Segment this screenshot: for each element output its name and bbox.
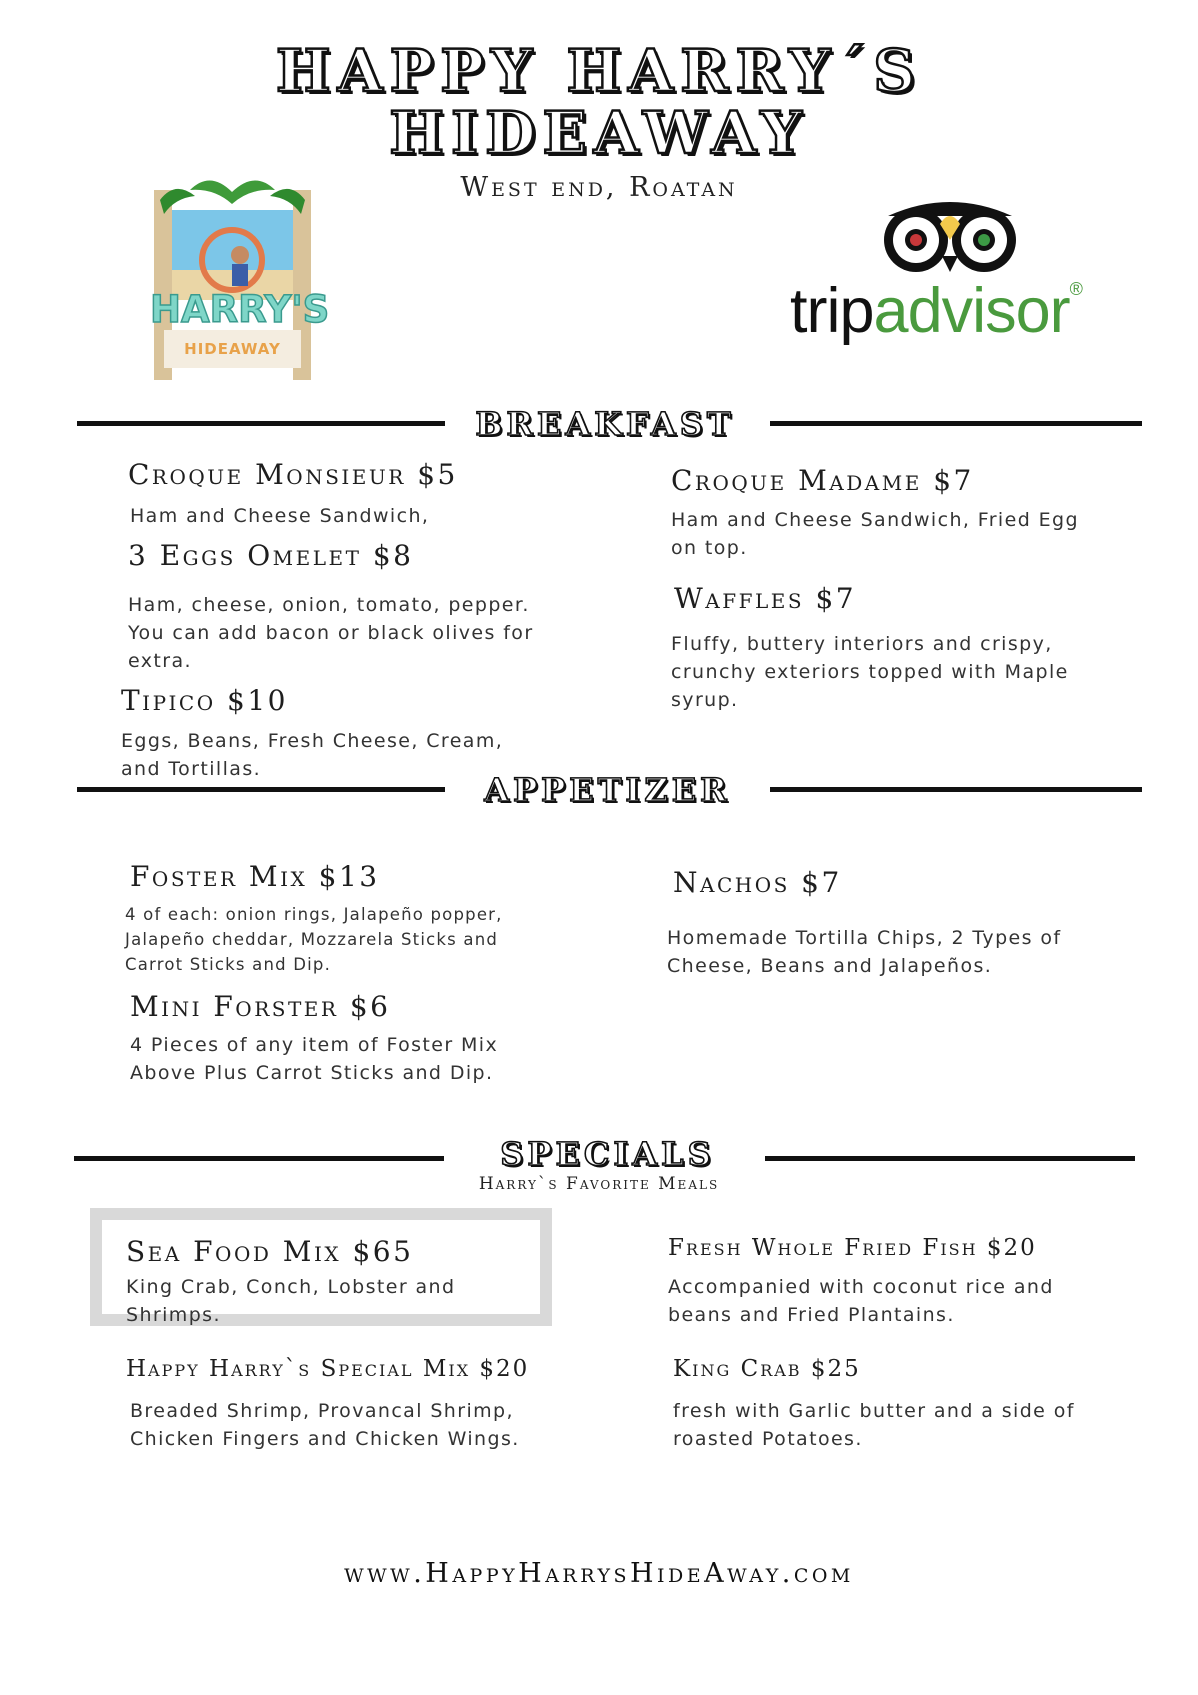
restaurant-name-line1: HAPPY HARRY´S <box>275 37 923 105</box>
appetizer-heading: APPETIZER <box>484 771 731 809</box>
item-omelet: 3 Eggs Omelet $8 <box>128 539 414 572</box>
item-king-crab: King Crab $25 <box>673 1356 861 1382</box>
location-subtitle: West end, Roatan <box>460 172 738 203</box>
harrys-hideaway-logo <box>150 170 330 380</box>
item-happy-harrys-special-mix: Happy Harry`s Special Mix $20 <box>126 1356 530 1382</box>
item-omelet-desc: Ham, cheese, onion, tomato, pepper. You can add bacon or black olives for extra. <box>128 594 534 672</box>
appetizer-rule-left <box>77 787 445 792</box>
specials-heading: SPECIALS <box>500 1135 715 1173</box>
tripadvisor-wordmark <box>790 276 1082 346</box>
item-foster-mix-desc: 4 of each: onion rings, Jalapeño popper, Jalapeño cheddar, Mozzarela Sticks and Carrot Sticks and Dip. <box>125 905 503 974</box>
item-croque-madame: Croque Madame $7 <box>671 464 974 497</box>
harrys-logo-text: HARRY'S <box>150 288 330 331</box>
specials-rule-right <box>765 1156 1135 1161</box>
tripadvisor-registered-mark: ® <box>1069 279 1082 299</box>
specials-rule-left <box>74 1156 444 1161</box>
harrys-logo-subtext: HIDEAWAY <box>184 340 281 358</box>
restaurant-name-line2: HIDEAWAY <box>389 99 809 167</box>
tripadvisor-advisor-text: advisor <box>873 276 1070 346</box>
breakfast-rule-right <box>770 421 1142 426</box>
appetizer-rule-right <box>770 787 1142 792</box>
item-fresh-whole-fried-fish-desc: Accompanied with coconut rice and beans and Fried Plantains. <box>668 1276 1054 1326</box>
breakfast-heading: BREAKFAST <box>475 405 735 443</box>
item-happy-harrys-special-mix-desc: Breaded Shrimp, Provancal Shrimp, Chicken Fingers and Chicken Wings. <box>130 1400 520 1450</box>
tripadvisor-owl-icon <box>880 194 1020 274</box>
website-link[interactable]: www.HappyHarrysHideAway.com <box>344 1558 854 1589</box>
item-tipico: Tipico $10 <box>121 684 288 717</box>
tripadvisor-logo <box>790 194 1130 364</box>
specials-tagline: Harry`s Favorite Meals <box>478 1174 720 1194</box>
item-sea-food-mix-desc: King Crab, Conch, Lobster and Shrimps. <box>126 1276 456 1326</box>
item-nachos: Nachos $7 <box>673 866 842 899</box>
item-fresh-whole-fried-fish: Fresh Whole Fried Fish $20 <box>668 1235 1037 1261</box>
item-croque-madame-desc: Ham and Cheese Sandwich, Fried Egg on top. <box>671 509 1079 559</box>
item-nachos-desc: Homemade Tortilla Chips, 2 Types of Cheese, Beans and Jalapeños. <box>667 927 1062 977</box>
item-mini-forster-desc: 4 Pieces of any item of Foster Mix Above Plus Carrot Sticks and Dip. <box>130 1034 499 1084</box>
item-foster-mix: Foster Mix $13 <box>130 860 380 893</box>
item-sea-food-mix: Sea Food Mix $65 <box>126 1235 414 1268</box>
item-tipico-desc: Eggs, Beans, Fresh Cheese, Cream, and Tortillas. <box>121 730 504 780</box>
item-king-crab-desc: fresh with Garlic butter and a side of roasted Potatoes. <box>673 1400 1075 1450</box>
item-mini-forster: Mini Forster $6 <box>130 990 391 1023</box>
item-croque-monsieur: Croque Monsieur $5 <box>128 458 458 491</box>
item-waffles-desc: Fluffy, buttery interiors and crispy, crunchy exteriors topped with Maple syrup. <box>671 633 1069 711</box>
item-croque-monsieur-desc: Ham and Cheese Sandwich, <box>130 505 430 527</box>
tripadvisor-trip-text: trip <box>790 276 874 346</box>
item-waffles: Waffles $7 <box>674 582 857 615</box>
breakfast-rule-left <box>77 421 445 426</box>
